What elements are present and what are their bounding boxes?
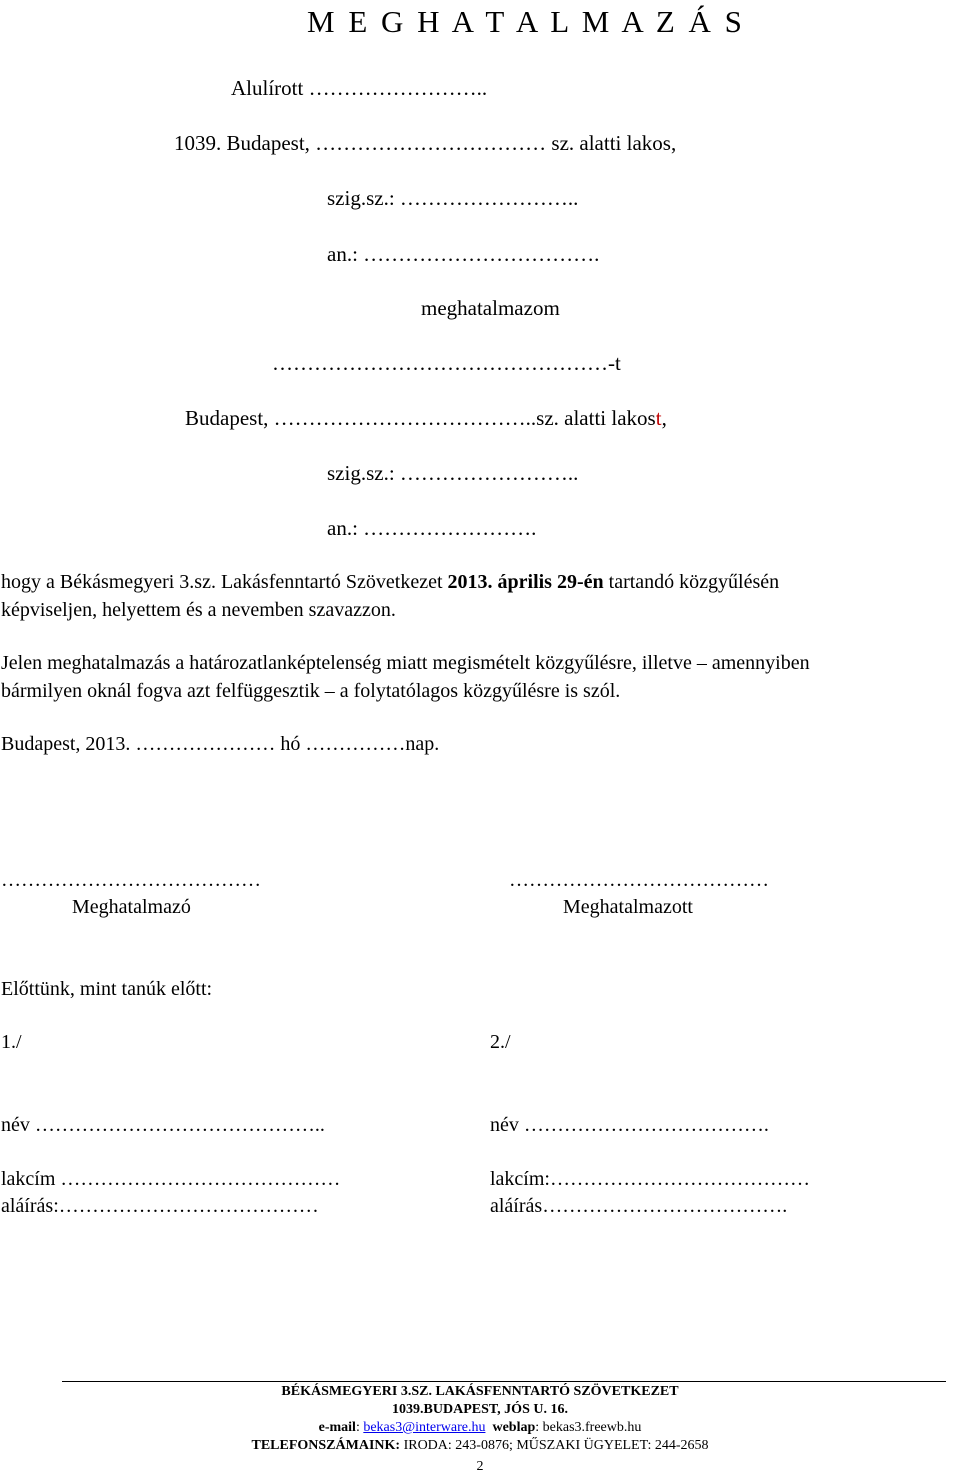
purpose-paragraph <box>1 568 959 624</box>
principal-id-line <box>327 186 578 211</box>
purpose-line-1 <box>1 568 959 596</box>
agent-address-dots: ……………………………….. <box>273 406 537 430</box>
witness-heading: Előttünk, mint tanúk előtt: <box>1 978 213 1000</box>
witness-1-number: 1./ <box>1 1031 22 1053</box>
page-number: 2 <box>476 1459 484 1474</box>
agent-address-suffix-b: t <box>655 406 662 430</box>
document-title: M E G H A T A L M A Z Á S <box>307 4 745 39</box>
date-line: Budapest, 2013. ………………… hó ……………nap. <box>1 733 440 755</box>
principal-name-line: Alulírott …………………….. <box>231 76 488 100</box>
footer-phone-rest: IRODA: 243-0876; MŰSZAKI ÜGYELET: 244-2658 <box>400 1438 709 1453</box>
agent-address-suffix-a: sz. alatti lakos <box>536 406 656 430</box>
purpose-year: 2013. <box>447 571 493 593</box>
principal-mother-dots: ……………………………. <box>363 242 600 266</box>
authorize-word: meghatalmazom <box>421 296 560 320</box>
purpose-line-2: képviseljen, helyettem és a nevemben szavazzon. <box>1 599 396 621</box>
purpose-date: április 29-én <box>497 571 604 593</box>
footer-email-colon: : <box>355 1420 364 1435</box>
agent-address-line <box>185 406 667 431</box>
validity-paragraph <box>1 649 959 705</box>
witness-1-signature-line: aláírás:………………………………… <box>1 1195 319 1217</box>
agent-name-line <box>272 351 621 376</box>
witness-1-name-line: név …………………………………….. <box>1 1114 325 1136</box>
agent-address-suffix-c: , <box>661 406 667 430</box>
footer-phones <box>0 1437 960 1455</box>
agent-mother-label: an.: <box>327 516 358 540</box>
principal-mother-line <box>327 242 599 267</box>
witness-2-address-line: lakcím:………………………………… <box>490 1168 810 1190</box>
footer-contact <box>0 1419 960 1437</box>
purpose-part1: hogy a Békásmegyeri 3.sz. Lakásfenntartó Szövetkezet <box>1 571 448 593</box>
witness-2-signature-line: aláírás………………………………. <box>490 1195 788 1217</box>
purpose-part2: tartandó közgyűlésén <box>603 571 780 593</box>
agent-id-label: szig.sz.: <box>327 461 395 485</box>
agent-signature-line: ………………………………… <box>509 869 769 891</box>
witness-1-address-line: lakcím …………………………………… <box>1 1168 341 1190</box>
principal-address-prefix: 1039. Budapest, <box>174 131 310 155</box>
agent-name-suffix: -t <box>608 351 621 375</box>
footer-address: 1039.BUDAPEST, JÓS U. 16. <box>392 1402 568 1417</box>
agent-id-line <box>327 461 578 486</box>
principal-signature-line: ………………………………… <box>1 869 261 891</box>
agent-mother-dots: ……………………. <box>363 516 537 540</box>
principal-signature-label: Meghatalmazó <box>72 896 191 918</box>
footer-divider <box>62 1381 946 1382</box>
agent-id-dots: …………………….. <box>399 461 579 485</box>
witness-2-name-line: név ………………………………. <box>490 1114 769 1136</box>
footer-phone-label: TELEFONSZÁMAINK: <box>251 1438 401 1453</box>
footer <box>0 1383 960 1476</box>
footer-org: BÉKÁSMEGYERI 3.SZ. LAKÁSFENNTARTÓ SZÖVETKEZET <box>281 1384 679 1399</box>
validity-line-2: bármilyen oknál fogva azt felfüggesztik – a folytatólagos közgyűlésre is szól. <box>1 680 621 702</box>
footer-web-colon: : <box>535 1420 543 1435</box>
principal-mother-label: an.: <box>327 242 358 266</box>
principal-address-suffix: sz. alatti lakos, <box>551 131 677 155</box>
validity-line-1: Jelen meghatalmazás a határozatlanképtelenség miatt megismételt közgyűlésre, illetve – amennyiben <box>1 652 810 674</box>
agent-mother-line <box>327 516 536 541</box>
principal-address-dots: …………………………… <box>315 131 547 155</box>
agent-address-prefix: Budapest, <box>185 406 269 430</box>
footer-web-label: weblap <box>492 1420 536 1435</box>
principal-id-dots: …………………….. <box>399 186 579 210</box>
footer-web: bekas3.freewb.hu <box>542 1420 642 1435</box>
principal-id-label: szig.sz.: <box>327 186 395 210</box>
footer-email-link[interactable]: bekas3@interware.hu <box>363 1420 486 1435</box>
agent-signature-label: Meghatalmazott <box>563 896 693 918</box>
agent-name-dots: ………………………………………… <box>272 351 608 375</box>
footer-email-label: e-mail <box>318 1420 356 1435</box>
witness-2-number: 2./ <box>490 1031 511 1053</box>
principal-address-line <box>174 131 676 156</box>
